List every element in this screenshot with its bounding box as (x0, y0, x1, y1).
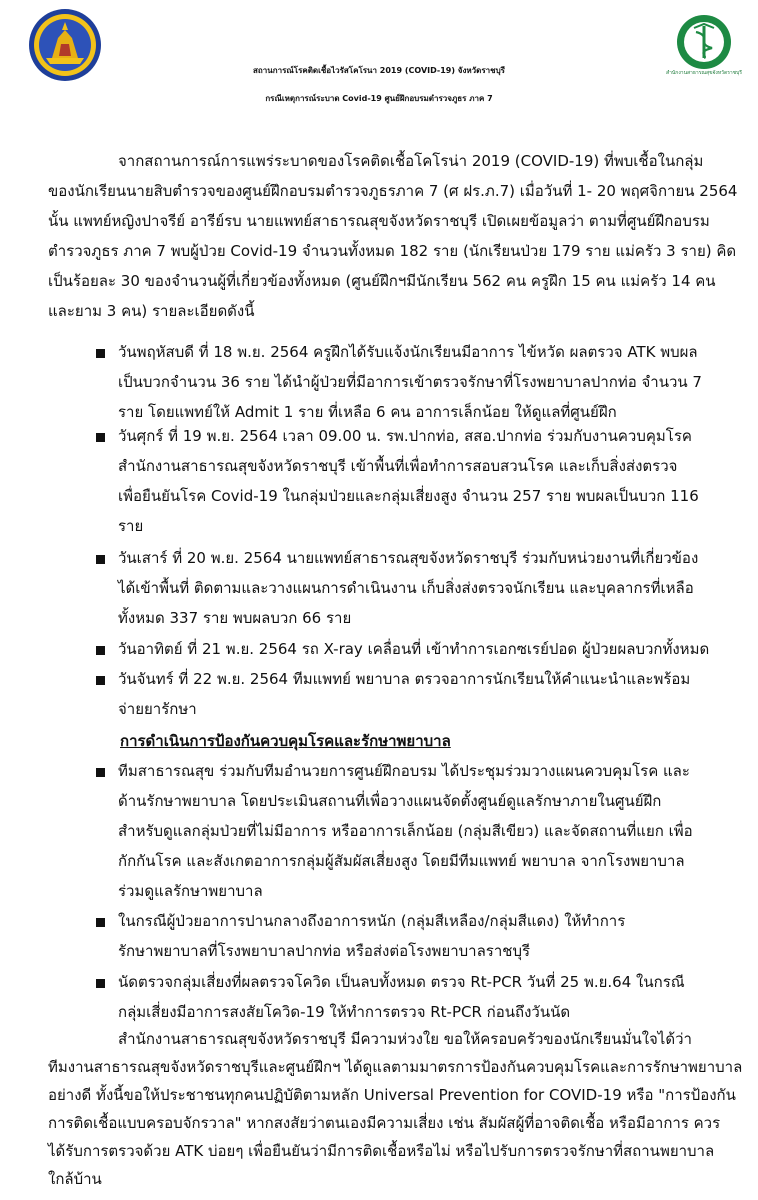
list-item-line: สำหรับดูแลกลุ่มป่วยที่ไม่มีอาการ หรืออาการเล็กน้อย (กลุ่มสีเขียว) และจัดสถานที่แยก เพื่อ (118, 822, 693, 840)
ministry-of-public-health-seal-icon (672, 14, 736, 70)
list-item-line: กักกันโรค และสังเกตอาการกลุ่มผู้สัมผัสเสี่ยงสูง โดยมีทีมแพทย์ พยาบาล จากโรงพยาบาล (118, 852, 685, 870)
list-item-line: เพื่อยืนยันโรค Covid-19 ในกลุ่มป่วยและกลุ่มเสี่ยงสูง จำนวน 257 ราย พบผลเป็นบวก 116 (118, 487, 699, 505)
closing-line: ทีมงานสาธารณสุขจังหวัดราชบุรีและศูนย์ฝึกฯ ได้ดูแลตามมาตรการป้องกันควบคุมโรคและการรักษาพยาบาล (48, 1058, 743, 1076)
list-item-line: ราย (118, 517, 144, 535)
list-item-line: วันพฤหัสบดี ที่ 18 พ.ย. 2564 ครูฝึกได้รับแจ้งนักเรียนมีอาการ ไข้หวัด ผลตรวจ ATK พบผล (118, 343, 698, 361)
bullet-icon (96, 433, 105, 442)
list-item-line: กลุ่มเสี่ยงมีอาการสงสัยโควิด-19 ให้ทำการตรวจ Rt-PCR ก่อนถึงวันนัด (118, 1003, 571, 1021)
closing-line: ได้รับการตรวจด้วย ATK บ่อยๆ เพื่อยืนยันว่ามีการติดเชื้อหรือไม่ หรือไปรับการตรวจรักษาที่สถานพยาบาล (48, 1142, 715, 1160)
list-item-line: จ่ายยารักษา (118, 700, 197, 718)
closing-line: ใกล้บ้าน (48, 1170, 102, 1188)
bullet-icon (96, 646, 105, 655)
bullet-icon (96, 349, 105, 358)
list-item-line: ทั้งหมด 337 ราย พบผลบวก 66 ราย (118, 609, 352, 627)
list-item-line: ด้านรักษาพยาบาล โดยประเมินสถานที่เพื่อวางแผนจัดตั้งศูนย์ดูแลรักษาภายในศูนย์ฝึก (118, 792, 662, 810)
section-heading: การดำเนินการป้องกันควบคุมโรคและรักษาพยาบาล (120, 732, 451, 750)
intro-line: เป็นร้อยละ 30 ของจำนวนผู้ที่เกี่ยวข้องทั้งหมด (ศูนย์ฝึกฯมีนักเรียน 562 คน ครูฝึก 15 คน แม่ครัว 14 คน (48, 272, 716, 290)
page-title: สถานการณ์โรคติดเชื้อไวรัสโคโรนา 2019 (COVID-19) จังหวัดราชบุรี (253, 66, 505, 75)
list-item-line: วันจันทร์ ที่ 22 พ.ย. 2564 ทีมแพทย์ พยาบาล ตรวจอาการนักเรียนให้คำแนะนำและพร้อม (118, 670, 691, 688)
list-item-line: วันอาทิตย์ ที่ 21 พ.ย. 2564 รถ X-ray เคลื่อนที่ เข้าทำการเอกซเรย์ปอด ผู้ป่วยผลบวกทั้งหมด (118, 640, 710, 658)
list-item-line: วันศุกร์ ที่ 19 พ.ย. 2564 เวลา 09.00 น. รพ.ปากท่อ, สสอ.ปากท่อ ร่วมกับงานควบคุมโรค (118, 427, 692, 445)
list-item-line: รักษาพยาบาลที่โรงพยาบาลปากท่อ หรือส่งต่อโรงพยาบาลราชบุรี (118, 942, 531, 960)
bullet-icon (96, 555, 105, 564)
closing-line: การติดเชื้อแบบครอบจักรวาล" หากสงสัยว่าตนเองมีความเสี่ยง เช่น สัมผัสผู้ที่อาจติดเชื้อ หรือมีอาการ ควร (48, 1114, 721, 1132)
intro-line: และยาม 3 คน) รายละเอียดดังนี้ (48, 302, 255, 320)
list-item-line: ทีมสาธารณสุข ร่วมกับทีมอำนวยการศูนย์ฝึกอบรม ได้ประชุมร่วมวางแผนควบคุมโรค และ (118, 762, 690, 780)
intro-line: ตำรวจภูธร ภาค 7 พบผู้ป่วย Covid-19 จำนวนทั้งหมด 182 ราย (นักเรียนป่วย 179 ราย แม่ครัว 3 ราย) คิด (48, 242, 737, 260)
list-item-line: ในกรณีผู้ป่วยอาการปานกลางถึงอาการหนัก (กลุ่มสีเหลือง/กลุ่มสีแดง) ให้ทำการ (118, 912, 626, 930)
list-item-line: นัดตรวจกลุ่มเสี่ยงที่ผลตรวจโควิด เป็นลบทั้งหมด ตรวจ Rt-PCR วันที่ 25 พ.ย.64 ในกรณี (118, 973, 685, 991)
list-item-line: ได้เข้าพื้นที่ ติดตามและวางแผนการดำเนินงาน เก็บสิ่งส่งตรวจนักเรียน และบุคลากรที่เหลือ (118, 579, 694, 597)
closing-line: อย่างดี ทั้งนี้ขอให้ประชาชนทุกคนปฏิบัติตามหลัก Universal Prevention for COVID-19 หรือ "การป้องกัน (48, 1086, 736, 1104)
bullet-icon (96, 918, 105, 927)
list-item-line: ราย โดยแพทย์ให้ Admit 1 ราย ที่เหลือ 6 คน อาการเล็กน้อย ให้ดูแลที่ศูนย์ฝึก (118, 403, 617, 421)
page-subtitle: กรณีเหตุการณ์ระบาด Covid-19 ศูนย์ฝึกอบรมตำรวจภูธร ภาค 7 (265, 94, 493, 103)
intro-line: ของนักเรียนนายสิบตำรวจของศูนย์ฝึกอบรมตำรวจภูธรภาค 7 (ศ ฝร.ภ.7) เมื่อวันที่ 1- 20 พฤศจิกายน 2564 (48, 182, 738, 200)
list-item-line: ร่วมดูแลรักษาพยาบาล (118, 882, 263, 900)
bullet-icon (96, 676, 105, 685)
list-item-line: เป็นบวกจำนวน 36 ราย ได้นำผู้ป่วยที่มีอาการเข้าตรวจรักษาที่โรงพยาบาลปากท่อ จำนวน 7 (118, 373, 702, 391)
intro-line: จากสถานการณ์การแพร่ระบาดของโรคติดเชื้อโคโรน่า 2019 (COVID-19) ที่พบเชื้อในกลุ่ม (118, 152, 704, 170)
list-item-line: สำนักงานสาธารณสุขจังหวัดราชบุรี เข้าพื้นที่เพื่อทำการสอบสวนโรค และเก็บสิ่งส่งตรวจ (118, 457, 678, 475)
intro-line: นั้น แพทย์หญิงปาจรีย์ อารีย์รบ นายแพทย์สาธารณสุขจังหวัดราชบุรี เปิดเผยข้อมูลว่า ตามที่ศูนย์ฝึกอบรม (48, 212, 710, 230)
list-item-line: วันเสาร์ ที่ 20 พ.ย. 2564 นายแพทย์สาธารณสุขจังหวัดราชบุรี ร่วมกับหน่วยงานที่เกี่ยวข้อง (118, 549, 699, 567)
closing-line: สำนักงานสาธารณสุขจังหวัดราชบุรี มีความห่วงใย ขอให้ครอบครัวของนักเรียนมั่นใจได้ว่า (118, 1030, 692, 1048)
logo-caption: สำนักงานสาธารณสุขจังหวัดราชบุรี (666, 70, 742, 76)
bullet-icon (96, 768, 105, 777)
bullet-icon (96, 979, 105, 988)
